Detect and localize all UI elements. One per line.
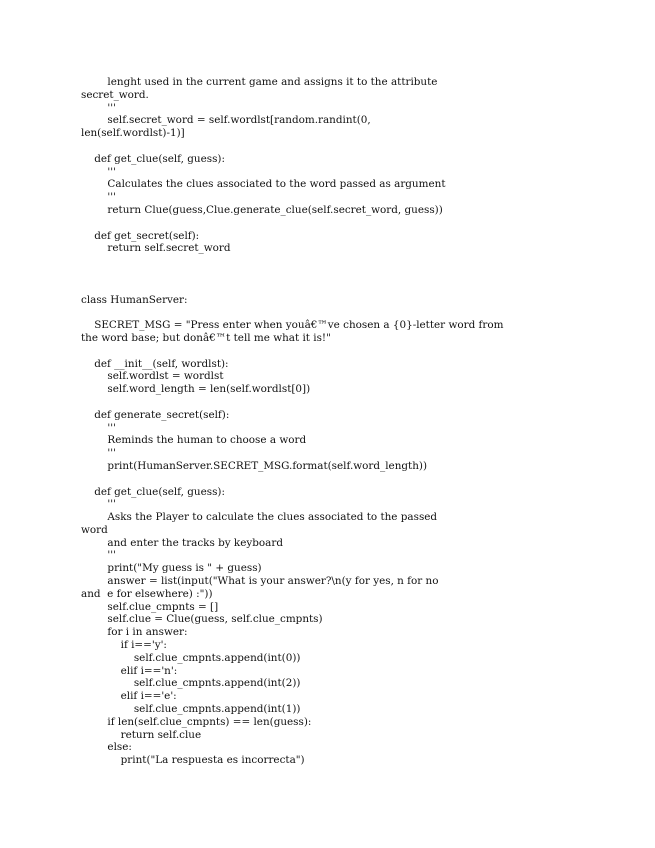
code-line	[81, 396, 641, 409]
code-line: self.clue_cmpnts.append(int(2))	[81, 677, 301, 690]
code-line	[81, 217, 641, 230]
code-line: word	[81, 523, 108, 536]
code-line: '''	[81, 549, 116, 562]
code-line: def __init__(self, wordlst):	[81, 357, 229, 370]
code-line: '''	[81, 498, 116, 511]
code-line	[81, 306, 641, 319]
code-line: if i=='y':	[81, 639, 167, 652]
code-line	[81, 268, 641, 281]
code-line	[81, 255, 641, 268]
code-line: and e for elsewhere) :"))	[81, 587, 213, 600]
code-line: class HumanServer:	[81, 293, 188, 306]
code-line: else:	[81, 741, 132, 754]
code-line: '''	[81, 421, 116, 434]
code-line: return self.clue	[81, 728, 202, 741]
code-line: for i in answer:	[81, 626, 188, 639]
code-line: Calculates the clues associated to the word passed as argument	[81, 178, 446, 191]
code-line: self.secret_word = self.wordlst[random.randint(0,	[81, 114, 371, 127]
code-line: def get_secret(self):	[81, 229, 200, 242]
code-line: Asks the Player to calculate the clues associated to the passed	[81, 511, 438, 524]
code-line: return Clue(guess,Clue.generate_clue(self.secret_word, guess))	[81, 203, 443, 216]
code-line: def get_clue(self, guess):	[81, 152, 225, 165]
code-line: self.word_length = len(self.wordlst[0])	[81, 383, 311, 396]
code-line: the word base; but donâ€™t tell me what it is!"	[81, 331, 331, 344]
code-line: '''	[81, 191, 116, 204]
code-line: self.clue_cmpnts = []	[81, 600, 219, 613]
code-line: print(HumanServer.SECRET_MSG.format(self.word_length))	[81, 459, 428, 472]
code-line: '''	[81, 165, 116, 178]
code-line: print("My guess is " + guess)	[81, 562, 262, 575]
code-line: SECRET_MSG = "Press enter when youâ€™ve chosen a {0}-letter word from	[81, 319, 504, 332]
code-line: '''	[81, 447, 116, 460]
code-line: elif i=='e':	[81, 690, 177, 703]
code-line	[81, 140, 641, 153]
code-line	[81, 345, 641, 358]
code-line: print("La respuesta es incorrecta")	[81, 754, 305, 767]
code-line: def generate_secret(self):	[81, 408, 230, 421]
code-listing	[81, 76, 641, 767]
code-line: secret_word.	[81, 88, 149, 101]
code-line: def get_clue(self, guess):	[81, 485, 225, 498]
code-line: self.clue = Clue(guess, self.clue_cmpnts)	[81, 613, 323, 626]
code-line: lenght used in the current game and assigns it to the attribute	[81, 76, 438, 88]
code-line: self.wordlst = wordlst	[81, 370, 224, 383]
code-line: len(self.wordlst)-1)]	[81, 127, 185, 140]
code-line: Reminds the human to choose a word	[81, 434, 307, 447]
code-line: '''	[81, 101, 116, 114]
code-line	[81, 281, 641, 294]
code-line: self.clue_cmpnts.append(int(0))	[81, 651, 301, 664]
code-line: answer = list(input("What is your answer?\n(y for yes, n for no	[81, 575, 439, 588]
code-line: elif i=='n':	[81, 664, 178, 677]
code-line: return self.secret_word	[81, 242, 231, 255]
code-line: self.clue_cmpnts.append(int(1))	[81, 703, 301, 716]
code-line: if len(self.clue_cmpnts) == len(guess):	[81, 715, 312, 728]
code-line	[81, 473, 641, 486]
code-line: and enter the tracks by keyboard	[81, 536, 283, 549]
